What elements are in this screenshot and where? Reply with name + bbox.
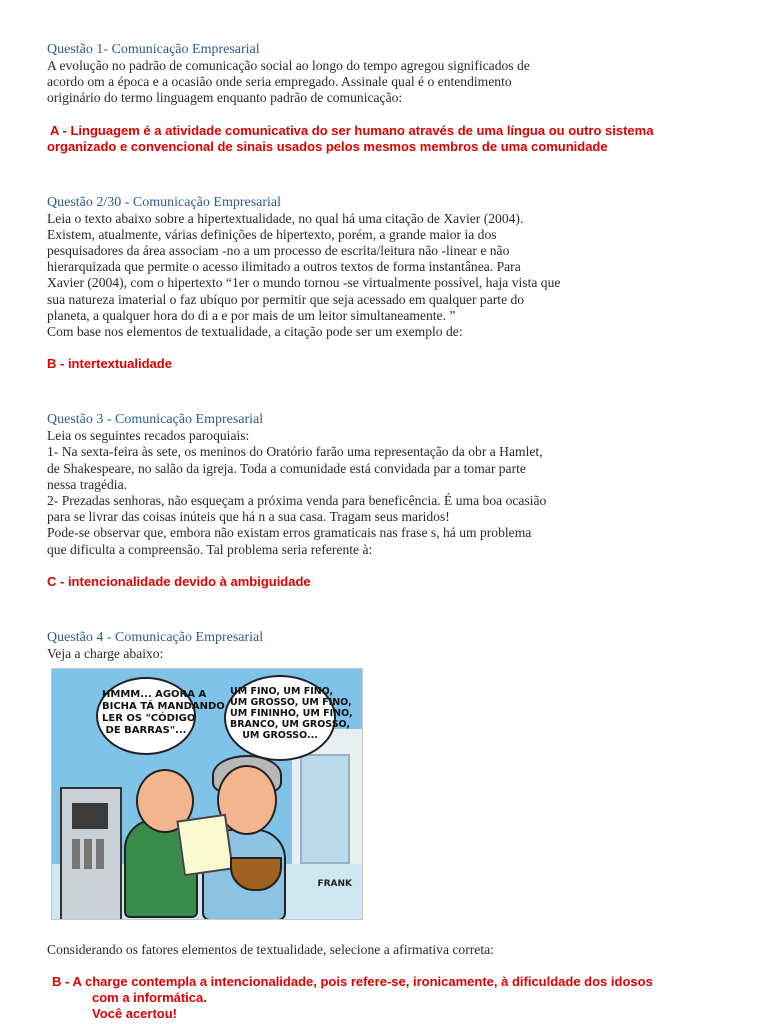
- question-1-text-line: acordo om a época e a ocasião onde seria empregado. Assinale qual é o entendimento: [47, 74, 512, 90]
- speech-bubble-man: [96, 677, 225, 755]
- cartoon-signature: FRANK: [317, 879, 352, 890]
- question-2-text-line: sua natureza imaterial o faz ubíquo por permitir que seja acessado em qualquer parte do: [47, 291, 525, 307]
- question-1-text-line: A evolução no padrão de comunicação social ao longo do tempo agregou significados de: [47, 58, 530, 73]
- cartoon-door: [300, 754, 350, 864]
- question-3-text-line: 2- Prezadas senhoras, não esqueçam a próxima venda para beneficência. É uma boa ocasião: [47, 493, 547, 509]
- question-4-feedback: Você acertou!: [92, 1006, 178, 1022]
- question-4-answer-line: com a informática.: [92, 990, 207, 1006]
- question-3-text-line: Leia os seguintes recados paroquiais:: [47, 428, 250, 444]
- question-1-answer-line: A - Linguagem é a atividade comunicativa do ser humano através de uma língua ou outro sistema: [50, 122, 654, 138]
- question-3-text-line: de Shakespeare, no salão da igreja. Toda a comunidade está convidada par a tomar parte: [47, 460, 526, 476]
- question-1-answer-line: organizado e convencional de sinais usados pelos mesmos membros de uma comunidade: [47, 138, 608, 154]
- speech-bubble-line: UM GROSSO, UM FINO,: [230, 697, 352, 709]
- question-4-title: Questão 4 - Comunicação Empresarial: [47, 629, 264, 645]
- question-1-text-line: originário do termo linguagem enquanto padrão de comunicação:: [47, 90, 403, 106]
- speech-bubble-line: BICHA TÁ MANDANDO: [102, 701, 225, 713]
- speech-bubble-line: DE BARRAS"...: [105, 725, 187, 737]
- question-4-intro: Veja a charge abaixo:: [47, 645, 164, 661]
- question-3-text-line: para se livrar das coisas inúteis que há n a sua casa. Tragam seus maridos!: [47, 509, 450, 525]
- question-2-text-line: Leia o texto abaixo sobre a hipertextualidade, no qual há uma citação de Xavier (2004).: [47, 210, 524, 226]
- question-3-text-line: 1- Na sexta-feira às sete, os meninos do Oratório farão uma representação da obr a Hamlet,: [47, 444, 543, 460]
- question-2-text-line: Xavier (2004), com o hipertexto “1er o mundo tornou -se virtualmente possível, haja vista que: [47, 275, 561, 291]
- question-3-title: Questão 3 - Comunicação Empresarial: [47, 412, 264, 428]
- atm-keypad: [72, 839, 108, 869]
- question-2-answer: B - intertextualidade: [47, 356, 172, 372]
- question-2-text-line: pesquisadores da área associam -no a um processo de escrita/leitura não -linear e não: [47, 243, 510, 259]
- question-1-title: Questão 1- Comunicação Empresarial: [47, 42, 260, 57]
- question-2-text-line: Existem, atualmente, várias definições de hipertexto, porém, a grande maior ia dos: [47, 226, 497, 242]
- speech-bubble-line: LER OS "CÓDIGO: [102, 713, 196, 725]
- atm-screen: [72, 803, 108, 829]
- barcode-paper: [176, 814, 233, 876]
- speech-bubble-line: BRANCO, UM GROSSO,: [230, 719, 351, 731]
- speech-bubble-line: UM FININHO, UM FINO,: [230, 708, 353, 720]
- speech-bubble-line: UM GROSSO...: [242, 730, 318, 742]
- question-3-answer: C - intencionalidade devido à ambiguidade: [47, 573, 311, 589]
- cartoon-image: [51, 668, 363, 920]
- question-4-prompt: Considerando os fatores elementos de textualidade, selecione a afirmativa correta:: [47, 942, 494, 958]
- question-2-text-line: hierarquizada que permite o acesso ilimitado a outros textos de forma instantânea. Para: [47, 259, 521, 275]
- question-2-text-line: Com base nos elementos de textualidade, a citação pode ser um exemplo de:: [47, 324, 463, 340]
- question-2-text-line: planeta, a qualquer hora do di a e por mais de um leitor simultaneamente. ”: [47, 307, 456, 323]
- question-3-text-line: que dificulta a compreensão. Tal problema seria referente à:: [47, 541, 373, 557]
- document-page: [47, 42, 727, 1022]
- question-3-text-line: nessa tragédia.: [47, 476, 128, 492]
- question-2-title: Questão 2/30 - Comunicação Empresarial: [47, 194, 282, 210]
- atm-machine: [60, 787, 122, 920]
- question-3-text-line: Pode-se observar que, embora não existam erros gramaticais nas frase s, há um problema: [47, 525, 532, 541]
- speech-bubble-line: HMMM... AGORA A: [102, 689, 207, 701]
- question-4-answer-line: B - A charge contempla a intencionalidade, pois refere-se, ironicamente, à dificuldade dos idosos: [52, 974, 653, 990]
- speech-bubble-woman: [224, 675, 353, 761]
- speech-bubble-line: UM FINO, UM FINO,: [230, 686, 334, 698]
